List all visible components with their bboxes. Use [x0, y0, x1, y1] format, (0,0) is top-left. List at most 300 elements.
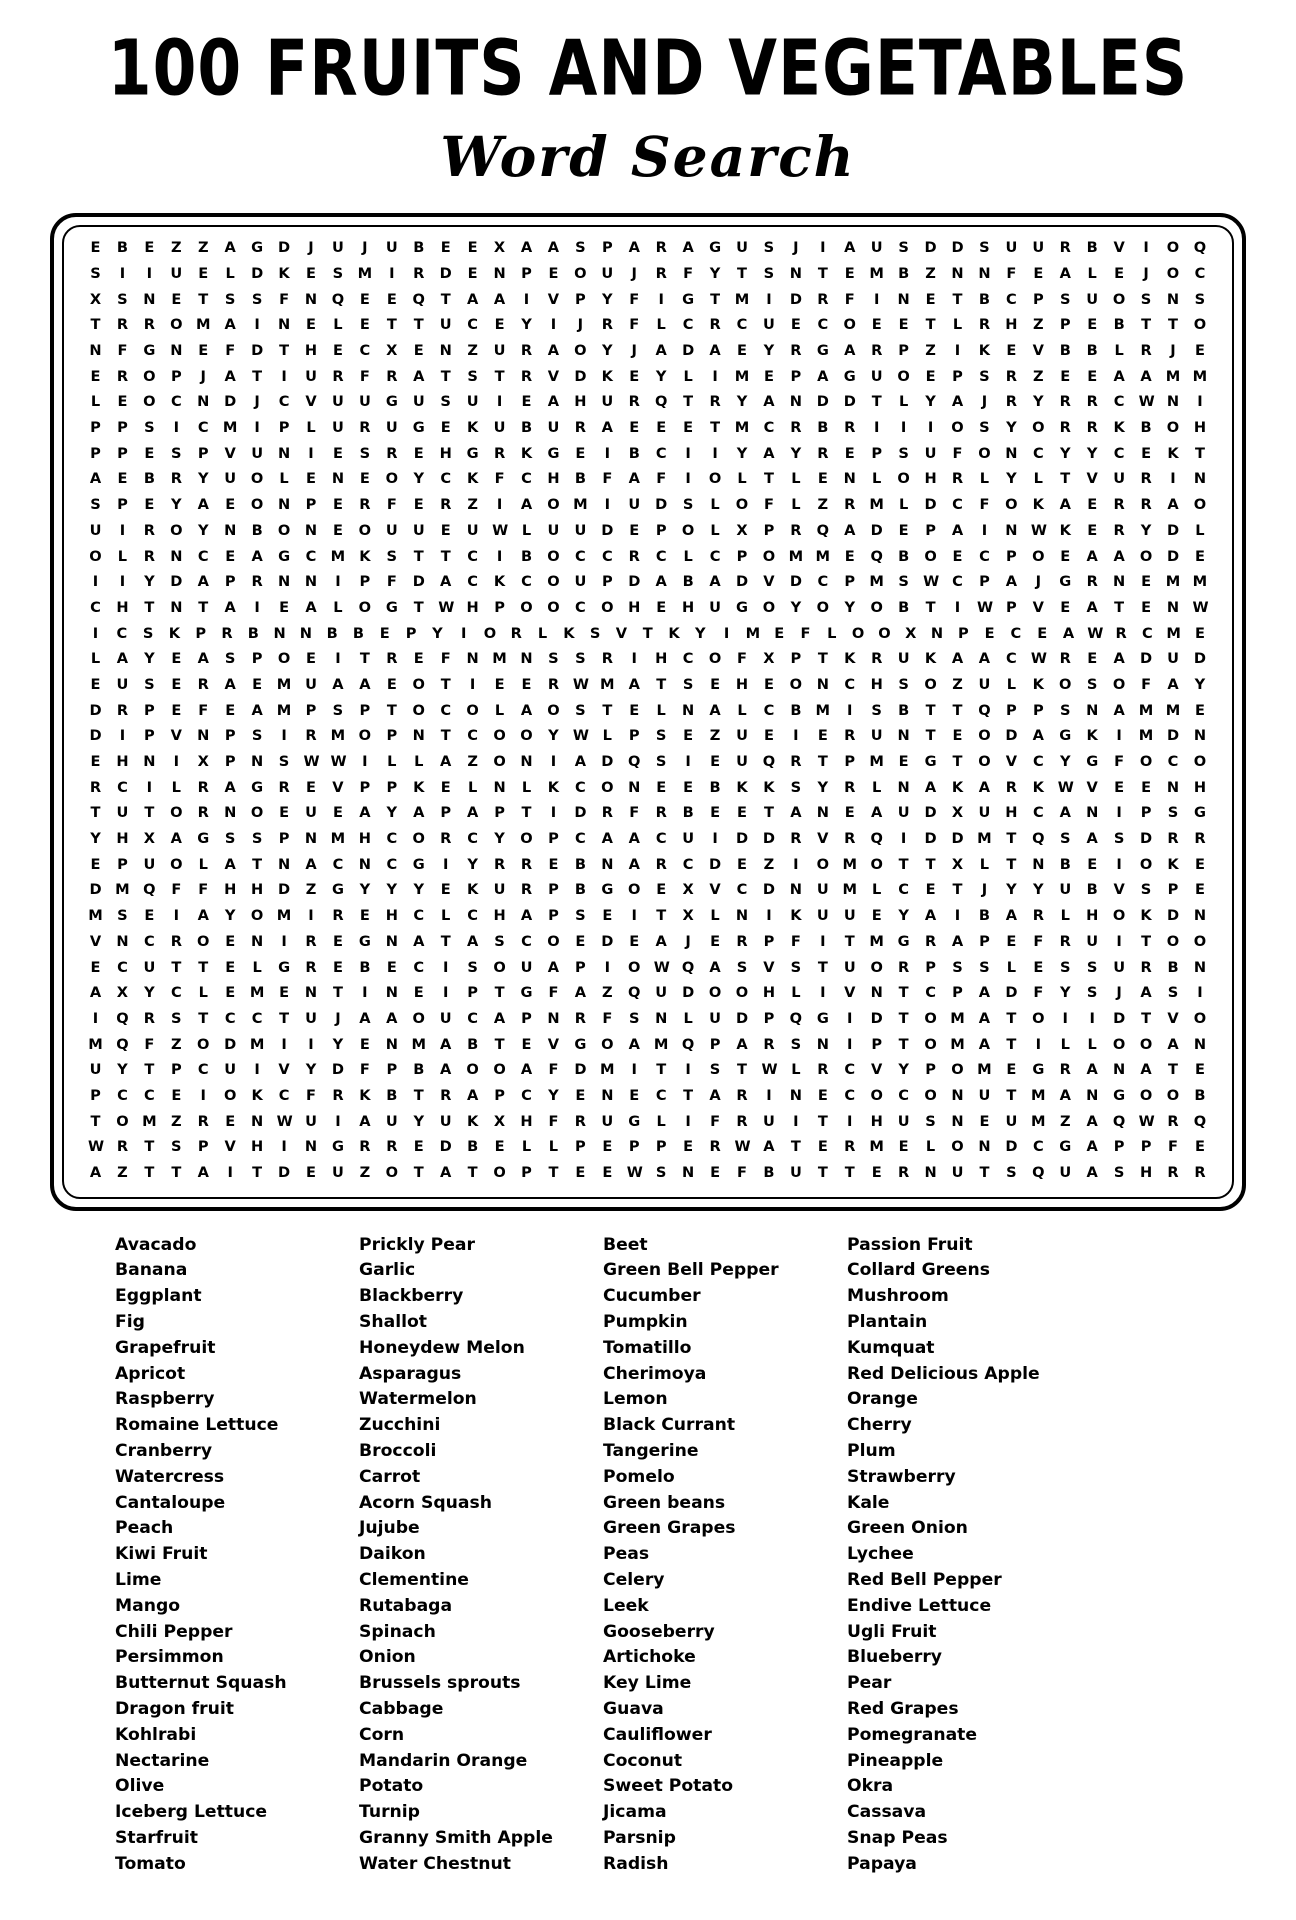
- word-list-item[interactable]: Passion Fruit: [847, 1234, 973, 1255]
- grid-letter: E: [575, 932, 586, 950]
- grid-letter: M: [815, 701, 831, 719]
- grid-letter: P: [763, 932, 775, 950]
- grid-letter: E: [413, 496, 424, 514]
- grid-letter: O: [1166, 419, 1180, 437]
- word-list-item[interactable]: Leek: [603, 1595, 649, 1616]
- grid-letter: N: [520, 650, 533, 668]
- grid-letter: I: [723, 624, 730, 642]
- word-list-item[interactable]: Water Chestnut: [359, 1853, 511, 1874]
- grid-letter: I: [847, 1112, 853, 1130]
- grid-letter: Y: [413, 1112, 425, 1130]
- grid-letter: U: [601, 1112, 614, 1130]
- grid-letter: L: [827, 624, 837, 642]
- word-list-item[interactable]: Jujube: [359, 1518, 420, 1539]
- word-list-item[interactable]: Grapefruit: [115, 1337, 216, 1358]
- word-list-item[interactable]: Tomatillo: [603, 1337, 692, 1358]
- word-list-item[interactable]: Blueberry: [847, 1647, 943, 1668]
- grid-letter: R: [89, 778, 102, 796]
- grid-letter: L: [710, 907, 720, 925]
- grid-letter: G: [1113, 1086, 1126, 1104]
- grid-letter: R: [871, 650, 883, 668]
- word-list-item[interactable]: Cantaloupe: [115, 1492, 226, 1513]
- grid-letter: E: [306, 470, 316, 488]
- grid-letter: E: [763, 727, 774, 745]
- grid-letter: O: [978, 727, 991, 745]
- grid-letter: D: [1140, 830, 1153, 848]
- grid-letter: D: [870, 1009, 883, 1027]
- grid-letter: B: [1194, 1086, 1206, 1104]
- grid-letter: Q: [116, 1035, 129, 1053]
- grid-letter: N: [1166, 778, 1180, 796]
- grid-letter: F: [279, 290, 290, 308]
- grid-letter: H: [116, 753, 129, 770]
- grid-letter: S: [763, 264, 775, 282]
- grid-letter: E: [774, 624, 785, 642]
- word-list-item[interactable]: Banana: [115, 1260, 188, 1281]
- grid-letter: L: [791, 496, 801, 514]
- grid-letter: P: [386, 778, 398, 796]
- word-list-item[interactable]: Tangerine: [603, 1440, 699, 1461]
- grid-letter: F: [844, 290, 855, 308]
- grid-letter: I: [362, 753, 368, 770]
- word-list-item[interactable]: Chili Pepper: [115, 1621, 233, 1642]
- grid-letter: T: [817, 1112, 828, 1130]
- word-list-item[interactable]: Romaine Lettuce: [115, 1415, 279, 1436]
- grid-letter: T: [386, 316, 397, 334]
- grid-letter: D: [762, 830, 775, 848]
- grid-letter: F: [1033, 984, 1044, 1002]
- word-list-item[interactable]: Mango: [115, 1595, 181, 1616]
- grid-letter: A: [251, 701, 263, 719]
- grid-letter: U: [89, 1061, 102, 1079]
- grid-letter: C: [197, 1061, 209, 1079]
- grid-letter: N: [1193, 1035, 1207, 1053]
- grid-letter: Y: [736, 444, 748, 462]
- grid-letter: C: [1032, 444, 1044, 462]
- grid-letter: L: [333, 598, 343, 616]
- word-list-item[interactable]: Guava: [603, 1698, 664, 1719]
- grid-letter: A: [305, 598, 317, 616]
- grid-letter: Q: [681, 958, 695, 976]
- word-list-item[interactable]: Cherimoya: [603, 1363, 707, 1384]
- grid-letter: T: [656, 907, 667, 925]
- grid-letter: F: [800, 624, 811, 642]
- grid-letter: O: [277, 521, 291, 539]
- grid-letter: G: [412, 855, 425, 873]
- grid-letter: P: [952, 984, 963, 1002]
- grid-letter: O: [493, 1164, 506, 1181]
- grid-letter: O: [1032, 1009, 1045, 1027]
- grid-letter: I: [281, 1035, 287, 1053]
- word-list-item[interactable]: Jicama: [603, 1802, 667, 1823]
- word-list-item[interactable]: Cassava: [847, 1802, 927, 1823]
- grid-letter: L: [537, 624, 548, 642]
- grid-letter: G: [1032, 1061, 1045, 1079]
- grid-letter: R: [790, 753, 802, 770]
- word-list-item[interactable]: Artichoke: [603, 1647, 696, 1668]
- grid-letter: G: [897, 932, 910, 950]
- word-list-item[interactable]: Acorn Squash: [359, 1492, 492, 1513]
- grid-letter: C: [601, 547, 613, 565]
- word-list-item[interactable]: Clementine: [359, 1569, 469, 1590]
- grid-letter: J: [981, 881, 988, 899]
- word-list-item[interactable]: Prickly Pear: [359, 1234, 475, 1255]
- word-list-item[interactable]: Carrot: [359, 1466, 421, 1487]
- grid-letter: R: [359, 496, 371, 514]
- grid-letter: E: [90, 855, 101, 873]
- word-list-item[interactable]: Mushroom: [847, 1286, 949, 1307]
- grid-letter: F: [359, 1061, 370, 1079]
- word-list-item[interactable]: Daikon: [359, 1544, 426, 1565]
- grid-letter: Z: [925, 264, 936, 282]
- grid-letter: H: [1193, 778, 1207, 796]
- grid-letter: N: [789, 1086, 802, 1104]
- grid-letter: R: [197, 804, 209, 822]
- grid-letter: L: [441, 907, 451, 925]
- grid-letter: I: [523, 290, 530, 308]
- word-list-item[interactable]: Raspberry: [115, 1389, 215, 1410]
- grid-letter: T: [90, 1112, 101, 1130]
- grid-letter: I: [308, 444, 314, 462]
- grid-letter: F: [629, 804, 640, 822]
- grid-letter: V: [332, 778, 344, 796]
- grid-letter: U: [709, 598, 721, 616]
- word-list-item[interactable]: Parsnip: [603, 1827, 676, 1848]
- grid-letter: E: [844, 444, 855, 462]
- grid-letter: S: [763, 239, 775, 257]
- grid-letter: A: [520, 701, 533, 719]
- grid-letter: O: [483, 624, 497, 642]
- word-list-item[interactable]: Olive: [115, 1776, 165, 1797]
- grid-letter: B: [817, 419, 829, 437]
- word-list-item[interactable]: Radish: [603, 1853, 669, 1874]
- word-list-item[interactable]: Pumpkin: [603, 1311, 688, 1332]
- word-list-item[interactable]: Eggplant: [115, 1286, 202, 1307]
- word-list-item[interactable]: Red Grapes: [847, 1698, 959, 1719]
- grid-letter: V: [305, 393, 317, 411]
- grid-letter: S: [898, 675, 909, 693]
- grid-letter: E: [1114, 778, 1125, 796]
- word-list-item[interactable]: Honeydew Melon: [359, 1337, 525, 1358]
- grid-letter: N: [1166, 393, 1180, 411]
- grid-letter: P: [979, 932, 990, 950]
- word-list-item[interactable]: Turnip: [359, 1802, 420, 1823]
- grid-letter: I: [685, 444, 691, 462]
- grid-letter: E: [225, 958, 236, 976]
- grid-letter: W: [653, 958, 670, 976]
- grid-letter: C: [440, 470, 452, 488]
- grid-letter: E: [171, 675, 182, 693]
- word-list-item[interactable]: Nectarine: [115, 1750, 210, 1771]
- grid-letter: A: [1113, 547, 1125, 565]
- grid-letter: O: [520, 830, 533, 848]
- grid-letter: T: [548, 1164, 559, 1181]
- grid-letter: P: [467, 984, 478, 1002]
- grid-row: [74, 755, 1222, 770]
- grid-letter: O: [547, 496, 560, 514]
- grid-letter: R: [1005, 367, 1017, 385]
- grid-letter: M: [1138, 701, 1154, 719]
- grid-letter: A: [413, 804, 425, 822]
- word-list-item[interactable]: Lime: [115, 1569, 162, 1590]
- grid-letter: Q: [816, 521, 830, 539]
- word-list-item[interactable]: Endive Lettuce: [847, 1595, 992, 1616]
- grid-letter: M: [492, 650, 507, 668]
- grid-letter: E: [629, 521, 640, 539]
- grid-letter: T: [790, 1138, 801, 1156]
- grid-letter: U: [143, 958, 156, 976]
- word-list-item[interactable]: Tomato: [115, 1853, 186, 1874]
- grid-letter: S: [142, 624, 154, 642]
- word-list-item[interactable]: Rutabaga: [359, 1595, 453, 1616]
- grid-letter: P: [224, 753, 236, 770]
- grid-letter: E: [1141, 444, 1152, 462]
- word-list-item[interactable]: Watermelon: [359, 1389, 477, 1410]
- word-list-item[interactable]: Butternut Squash: [115, 1673, 287, 1694]
- grid-letter: C: [979, 547, 990, 565]
- word-list-item[interactable]: Cranberry: [115, 1440, 213, 1461]
- grid-letter: A: [116, 650, 129, 668]
- grid-letter: O: [250, 804, 264, 822]
- word-list-item[interactable]: Green Onion: [847, 1518, 968, 1539]
- grid-letter: C: [736, 316, 748, 334]
- word-list-item[interactable]: Spinach: [359, 1621, 436, 1642]
- word-list-item[interactable]: Strawberry: [847, 1466, 956, 1487]
- grid-letter: R: [143, 316, 155, 334]
- grid-letter: O: [520, 598, 533, 616]
- grid-letter: E: [440, 778, 451, 796]
- grid-letter: G: [574, 1035, 587, 1053]
- grid-letter: D: [1113, 1009, 1126, 1027]
- word-list-item[interactable]: Plum: [847, 1440, 896, 1461]
- grid-letter: D: [412, 573, 425, 591]
- grid-letter: U: [385, 239, 398, 257]
- grid-letter: K: [763, 778, 775, 796]
- grid-letter: U: [1005, 239, 1018, 257]
- grid-letter: E: [413, 984, 424, 1002]
- word-list-item[interactable]: Cherry: [847, 1415, 912, 1436]
- word-list-item[interactable]: Asparagus: [359, 1363, 462, 1384]
- word-list-item[interactable]: Zucchini: [359, 1415, 441, 1436]
- grid-letter: R: [790, 521, 802, 539]
- grid-letter: O: [385, 470, 399, 488]
- grid-letter: O: [250, 496, 264, 514]
- grid-letter: G: [143, 342, 156, 359]
- word-list-item[interactable]: Cabbage: [359, 1698, 444, 1719]
- grid-letter: O: [1166, 264, 1180, 282]
- grid-letter: L: [898, 496, 909, 514]
- grid-letter: A: [440, 1035, 452, 1053]
- grid-letter: Q: [1193, 1112, 1207, 1130]
- grid-letter: N: [978, 1138, 991, 1156]
- grid-letter: L: [252, 958, 262, 976]
- grid-letter: G: [197, 830, 210, 848]
- grid-letter: H: [735, 675, 749, 693]
- grid-letter: L: [952, 316, 963, 334]
- grid-letter: A: [682, 239, 694, 257]
- grid-letter: T: [844, 932, 855, 950]
- word-list-item[interactable]: Pomegranate: [847, 1724, 978, 1745]
- grid-letter: R: [359, 419, 371, 437]
- grid-letter: R: [790, 342, 802, 359]
- grid-letter: U: [709, 1009, 721, 1027]
- word-list-item[interactable]: Mandarin Orange: [359, 1750, 528, 1771]
- grid-letter: H: [493, 907, 506, 925]
- word-list-item[interactable]: Persimmon: [115, 1647, 224, 1668]
- grid-letter: G: [601, 881, 614, 899]
- word-list-item[interactable]: Garlic: [359, 1260, 416, 1281]
- grid-letter: A: [89, 984, 102, 1002]
- grid-letter: U: [412, 393, 425, 411]
- grid-letter: H: [1086, 907, 1099, 925]
- grid-letter: P: [170, 367, 182, 385]
- word-list-item[interactable]: Pineapple: [847, 1750, 944, 1771]
- grid-letter: C: [467, 727, 478, 745]
- grid-letter: U: [978, 1086, 991, 1104]
- grid-letter: E: [548, 264, 559, 282]
- grid-letter: R: [305, 932, 317, 950]
- grid-letter: S: [171, 1009, 182, 1027]
- grid-letter: C: [575, 778, 586, 796]
- grid-letter: N: [304, 290, 318, 308]
- grid-letter: O: [1193, 496, 1207, 514]
- word-list-item[interactable]: Orange: [847, 1389, 918, 1410]
- word-list-item[interactable]: Pomelo: [603, 1466, 675, 1487]
- grid-letter: O: [601, 598, 614, 616]
- grid-letter: D: [251, 264, 264, 282]
- word-list-item[interactable]: Key Lime: [603, 1673, 692, 1694]
- grid-letter: W: [276, 1112, 293, 1130]
- word-list-item[interactable]: Watercress: [115, 1466, 225, 1487]
- word-list-item[interactable]: Green Grapes: [603, 1518, 736, 1539]
- word-list-item[interactable]: Snap Peas: [847, 1827, 948, 1848]
- grid-letter: L: [1195, 521, 1205, 539]
- grid-letter: R: [116, 1138, 129, 1156]
- grid-letter: N: [816, 804, 829, 822]
- grid-letter: R: [709, 1138, 721, 1156]
- grid-letter: A: [628, 1035, 640, 1053]
- grid-letter: X: [951, 804, 964, 822]
- grid-letter: E: [332, 342, 343, 359]
- word-list-item[interactable]: Lemon: [603, 1389, 668, 1410]
- word-list-item[interactable]: Cauliflower: [603, 1724, 712, 1745]
- grid-letter: Z: [305, 881, 317, 899]
- word-list-item[interactable]: Potato: [359, 1776, 424, 1797]
- grid-letter: T: [386, 701, 397, 719]
- grid-letter: A: [224, 675, 236, 693]
- grid-letter: S: [979, 419, 990, 437]
- grid-letter: R: [844, 419, 856, 437]
- word-list-item[interactable]: Black Currant: [603, 1415, 736, 1436]
- word-list-item[interactable]: Granny Smith Apple: [359, 1827, 553, 1848]
- grid-letter: E: [1141, 778, 1152, 796]
- grid-letter: C: [575, 598, 586, 616]
- grid-letter: I: [254, 419, 260, 437]
- word-list-item[interactable]: Gooseberry: [603, 1621, 715, 1642]
- grid-letter: I: [766, 290, 772, 308]
- word-list-item[interactable]: Avacado: [115, 1234, 197, 1255]
- word-list-item[interactable]: Sweet Potato: [603, 1776, 734, 1797]
- grid-letter: R: [1059, 393, 1071, 411]
- grid-letter: N: [978, 264, 991, 282]
- word-list-item[interactable]: Red Bell Pepper: [847, 1569, 1002, 1590]
- grid-letter: J: [631, 342, 637, 359]
- grid-letter: N: [951, 264, 964, 282]
- word-list-item[interactable]: Kumquat: [847, 1337, 935, 1358]
- grid-letter: Z: [952, 675, 963, 693]
- grid-letter: I: [631, 650, 637, 668]
- grid-letter: R: [1167, 1164, 1179, 1181]
- grid-letter: E: [710, 753, 721, 770]
- word-list-item[interactable]: Kiwi Fruit: [115, 1544, 208, 1565]
- word-list-item[interactable]: Cucumber: [603, 1286, 701, 1307]
- word-list-item[interactable]: Celery: [603, 1569, 665, 1590]
- word-list-item[interactable]: Broccoli: [359, 1440, 437, 1461]
- word-list-item[interactable]: Blackberry: [359, 1286, 464, 1307]
- grid-letter: P: [197, 444, 209, 462]
- word-list-item[interactable]: Beet: [603, 1234, 648, 1255]
- word-list-item[interactable]: Pear: [847, 1673, 892, 1694]
- word-list-item[interactable]: Collard Greens: [847, 1260, 990, 1281]
- grid-letter: S: [278, 753, 290, 770]
- grid-letter: P: [601, 573, 613, 591]
- grid-letter: K: [1086, 727, 1098, 745]
- word-list-item[interactable]: Lychee: [847, 1544, 914, 1565]
- grid-letter: C: [655, 1086, 667, 1104]
- word-list-item[interactable]: Kohlrabi: [115, 1724, 197, 1745]
- grid-letter: L: [872, 881, 882, 899]
- word-list-item[interactable]: Onion: [359, 1647, 416, 1668]
- word-list-item[interactable]: Corn: [359, 1724, 405, 1745]
- word-list-item[interactable]: Ugli Fruit: [847, 1621, 937, 1642]
- grid-letter: O: [197, 1035, 210, 1053]
- grid-letter: A: [1086, 1164, 1098, 1181]
- word-list-item[interactable]: Dragon fruit: [115, 1698, 234, 1719]
- grid-letter: W: [761, 1061, 778, 1079]
- grid-letter: T: [642, 624, 653, 642]
- word-list-item[interactable]: Brussels sprouts: [359, 1673, 521, 1694]
- word-list-item[interactable]: Shallot: [359, 1311, 428, 1332]
- grid-letter: O: [851, 624, 865, 642]
- grid-letter: B: [898, 264, 910, 282]
- grid-letter: U: [736, 727, 748, 745]
- word-list-item[interactable]: Coconut: [603, 1750, 683, 1771]
- word-list-item[interactable]: Peach: [115, 1518, 174, 1539]
- word-list-item[interactable]: Apricot: [115, 1363, 186, 1384]
- word-list-item[interactable]: Green Bell Pepper: [603, 1260, 779, 1281]
- grid-letter: R: [790, 419, 802, 437]
- word-list-item[interactable]: Iceberg Lettuce: [115, 1802, 268, 1823]
- grid-letter: E: [790, 316, 801, 334]
- word-list-item[interactable]: Green beans: [603, 1492, 726, 1513]
- word-list-item[interactable]: Starfruit: [115, 1827, 198, 1848]
- grid-letter: C: [170, 984, 182, 1002]
- grid-letter: A: [951, 932, 964, 950]
- word-list-item[interactable]: Kale: [847, 1492, 890, 1513]
- word-list-item[interactable]: Plantain: [847, 1311, 928, 1332]
- word-list-item[interactable]: Okra: [847, 1776, 894, 1797]
- grid-row: [74, 421, 1222, 436]
- grid-letter: K: [466, 419, 479, 437]
- grid-letter: T: [925, 701, 936, 719]
- word-list-item[interactable]: Peas: [603, 1544, 650, 1565]
- grid-letter: E: [1006, 932, 1017, 950]
- grid-letter: N: [412, 727, 425, 745]
- word-list-item[interactable]: Papaya: [847, 1853, 917, 1874]
- word-list-item[interactable]: Red Delicious Apple: [847, 1363, 1040, 1384]
- word-list-item[interactable]: Fig: [115, 1311, 145, 1332]
- grid-letter: N: [870, 984, 883, 1002]
